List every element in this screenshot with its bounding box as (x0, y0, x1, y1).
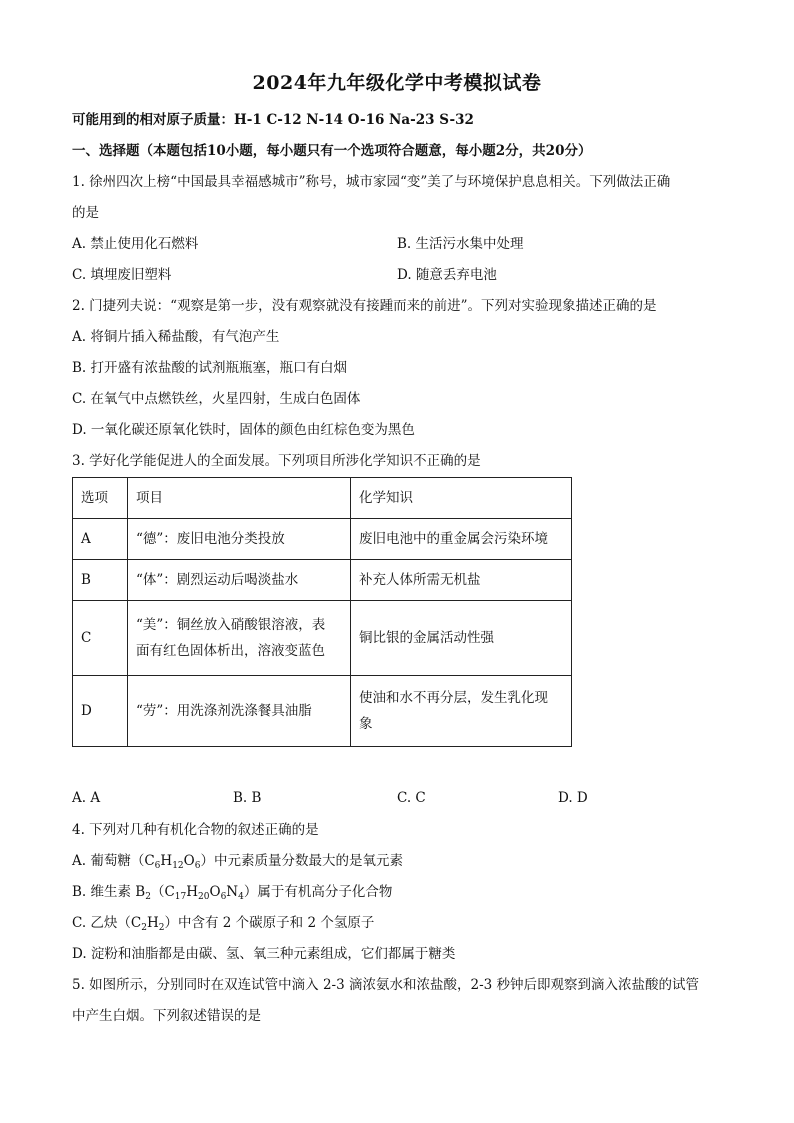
q4-option-d: D. 淀粉和油脂都是由碳、氢、氧三种元素组成，它们都属于糖类 (72, 946, 456, 962)
q2-stem: 2. 门捷列夫说：“观察是第一步，没有观察就没有接踵而来的前进”。下列对实验现象描述正确的是 (72, 298, 657, 314)
q1-option-d: D. 随意丢弃电池 (397, 267, 497, 283)
row-item-text: “德”：废旧电池分类投放 (136, 531, 285, 547)
row-item (128, 676, 351, 747)
q4-option-b: B. 维生素 $B_2(C_{17}H_{20}O_6N_4)$属于有机高分子化合物 (72, 884, 393, 902)
row-knowledge-text-line2: 象 (359, 716, 373, 732)
q1-option-a: A. 禁止使用化石燃料 (72, 236, 199, 252)
row-item (128, 519, 351, 560)
q1-stem-line2: 的是 (72, 205, 99, 221)
section-1-heading: 一、选择题（本题包括10小题，每小题只有一个选项符合题意，每小题2分，共20分） (72, 143, 592, 159)
row-knowledge (351, 676, 572, 747)
table-header-row (73, 478, 572, 519)
header-knowledge: 化学知识 (351, 478, 572, 519)
q3-table (72, 477, 572, 747)
q3-stem: 3. 学好化学能促进人的全面发展。下列项目所涉化学知识不正确的是 (72, 453, 481, 469)
table-row (73, 519, 572, 560)
exam-title: 2024年九年级化学中考模拟试卷 (252, 72, 542, 94)
q2-option-b: B. 打开盛有浓盐酸的试剂瓶瓶塞，瓶口有白烟 (72, 360, 348, 376)
table-row (73, 601, 572, 676)
q2-option-d: D. 一氧化碳还原氧化铁时，固体的颜色由红棕色变为黑色 (72, 422, 415, 438)
header-item: 项目 (128, 478, 351, 519)
q1-option-b: B. 生活污水集中处理 (397, 236, 524, 252)
row-item-text-line1: “美”：铜丝放入硝酸银溶液，表 (136, 617, 326, 633)
row-item (128, 601, 351, 676)
q3-option-b: B. B (233, 790, 262, 806)
row-knowledge (351, 601, 572, 676)
q2-option-c: C. 在氧气中点燃铁丝，火星四射，生成白色固体 (72, 391, 361, 407)
row-knowledge-text-line1: 使油和水不再分层，发生乳化现 (359, 690, 548, 706)
row-knowledge (351, 560, 572, 601)
q4-stem: 4. 下列对几种有机化合物的叙述正确的是 (72, 822, 319, 838)
row-item-text-line2: 面有红色固体析出，溶液变蓝色 (136, 643, 325, 659)
q3-option-c: C. C (397, 790, 426, 806)
row-item (128, 560, 351, 601)
q4-option-a: A. 葡萄糖$(C_6H_{12}O_6)$中元素质量分数最大的是氧元素 (72, 853, 403, 871)
row-item-text: “劳”：用洗涤剂洗涤餐具油脂 (136, 703, 312, 719)
row-item-text: “体”：剧烈运动后喝淡盐水 (136, 572, 299, 588)
q5-stem-line2: 中产生白烟。下列叙述错误的是 (72, 1008, 261, 1024)
q1-stem-line1: 1. 徐州四次上榜“中国最具幸福感城市”称号，城市家园“变”美了与环境保护息息相关。下列做法正确 (72, 174, 671, 190)
q3-option-a: A. A (72, 790, 101, 806)
row-knowledge-text: 废旧电池中的重金属会污染环境 (359, 531, 548, 547)
row-option: D (73, 676, 128, 747)
atomic-masses: 可能用到的相对原子质量：H-1 C-12 N-14 O-16 Na-23 S-32 (72, 112, 474, 128)
q4-option-c: C. 乙炔$(C_2H_2)$中含有 2 个碳原子和 2 个氢原子 (72, 915, 375, 933)
q3-option-d: D. D (558, 790, 588, 806)
table-row (73, 560, 572, 601)
row-knowledge-text: 补充人体所需无机盐 (359, 572, 481, 588)
row-option: C (73, 601, 128, 676)
row-knowledge (351, 519, 572, 560)
table-row (73, 676, 572, 747)
row-knowledge-text: 铜比银的金属活动性强 (359, 630, 494, 646)
q2-option-a: A. 将铜片插入稀盐酸，有气泡产生 (72, 329, 280, 345)
row-option: B (73, 560, 128, 601)
header-option: 选项 (73, 478, 128, 519)
q1-option-c: C. 填埋废旧塑料 (72, 267, 172, 283)
row-option: A (73, 519, 128, 560)
q5-stem-line1: 5. 如图所示，分别同时在双连试管中滴入 2-3 滴浓氨水和浓盐酸，2-3 秒钟后即观察到滴入浓盐酸的试管 (72, 977, 700, 993)
